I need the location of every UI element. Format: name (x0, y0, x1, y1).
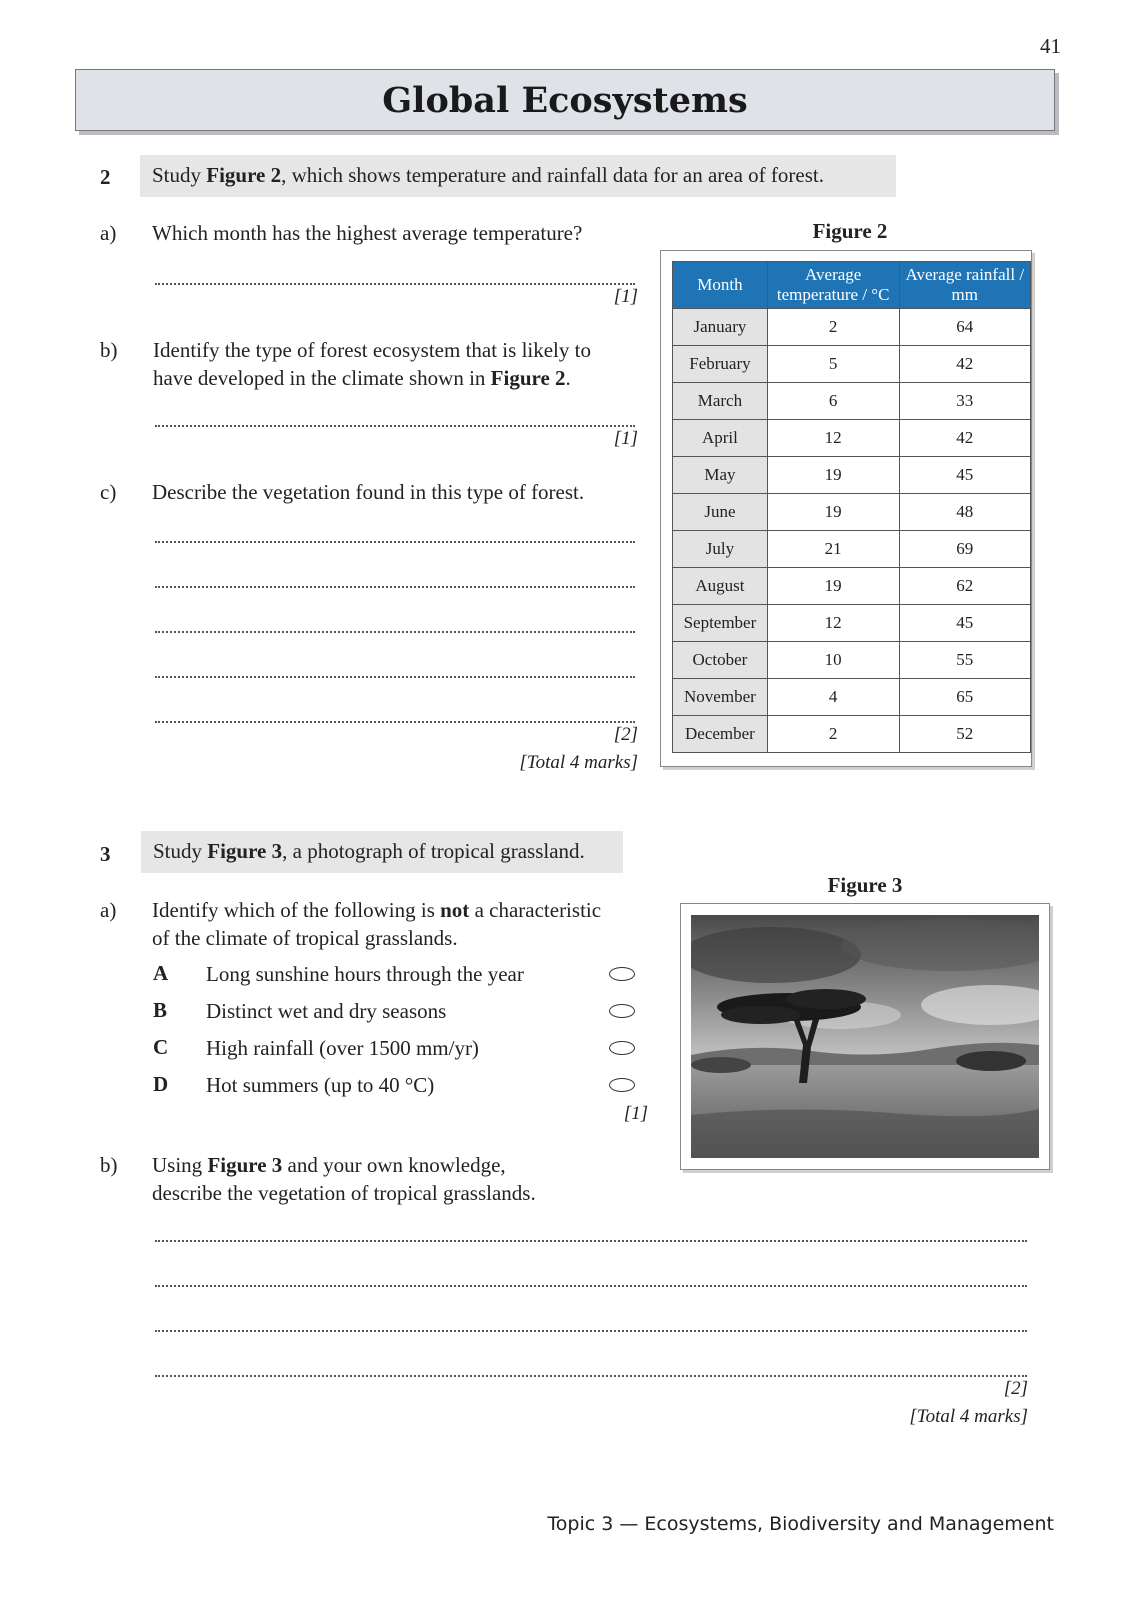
q3b-text: Using Figure 3 and your own knowledge, describe the vegetation of tropical grasslands. (152, 1153, 536, 1205)
month-cell: June (673, 494, 768, 531)
temperature-cell: 2 (767, 716, 899, 753)
q3a-marks: [1] (623, 1103, 648, 1124)
q2c-label: c) (100, 480, 117, 504)
title-banner (75, 69, 1055, 131)
column-header: Average temperature / °C (767, 262, 899, 309)
q2a-marks: [1] (613, 286, 638, 307)
option-c-text: High rainfall (over 1500 mm/yr) (206, 1036, 479, 1060)
month-cell: January (673, 309, 768, 346)
table-row (673, 568, 1031, 605)
q2b-marks: [1] (613, 428, 638, 449)
month-cell: November (673, 679, 768, 716)
rainfall-cell: 55 (899, 642, 1031, 679)
temperature-cell: 5 (767, 346, 899, 383)
rainfall-cell: 42 (899, 420, 1031, 457)
month-cell: October (673, 642, 768, 679)
page-footer: Topic 3 — Ecosystems, Biodiversity and Management (547, 1513, 1054, 1535)
rainfall-cell: 33 (899, 383, 1031, 420)
table-row (673, 716, 1031, 753)
option-c-radio[interactable] (609, 1041, 635, 1055)
question-3-prompt: Study Figure 3, a photograph of tropical grassland. (141, 831, 623, 873)
q2b-answer-line[interactable] (155, 425, 635, 427)
q2c-marks: [2] (613, 724, 638, 745)
temperature-cell: 19 (767, 494, 899, 531)
table-row (673, 383, 1031, 420)
question-2-prompt: Study Figure 2, which shows temperature and rainfall data for an area of forest. (140, 155, 896, 197)
table-row (673, 679, 1031, 716)
rainfall-cell: 65 (899, 679, 1031, 716)
temperature-cell: 21 (767, 531, 899, 568)
temperature-cell: 12 (767, 605, 899, 642)
table-row (673, 531, 1031, 568)
table-row (673, 494, 1031, 531)
rainfall-cell: 48 (899, 494, 1031, 531)
temperature-cell: 10 (767, 642, 899, 679)
q2a-text: Which month has the highest average temperature? (152, 221, 583, 245)
month-cell: September (673, 605, 768, 642)
month-cell: February (673, 346, 768, 383)
q2c-answer-line[interactable] (155, 631, 635, 633)
table-row (673, 420, 1031, 457)
option-d-text: Hot summers (up to 40 °C) (206, 1073, 435, 1097)
table-row (673, 642, 1031, 679)
page-number: 41 (1040, 34, 1061, 58)
q3a-text: Identify which of the following is not a characteristic of the climate of tropical grasslands. (152, 898, 602, 950)
q3b-answer-line[interactable] (155, 1285, 1027, 1287)
option-c-letter: C (153, 1035, 169, 1059)
rainfall-cell: 64 (899, 309, 1031, 346)
q3b-answer-line[interactable] (155, 1330, 1027, 1332)
temperature-cell: 4 (767, 679, 899, 716)
column-header: Month (673, 262, 768, 309)
option-b-text: Distinct wet and dry seasons (206, 999, 447, 1023)
month-cell: July (673, 531, 768, 568)
savanna-photo (691, 915, 1039, 1158)
table-row (673, 457, 1031, 494)
option-a-letter: A (153, 961, 169, 985)
table-row (673, 309, 1031, 346)
month-cell: December (673, 716, 768, 753)
q2b-label: b) (100, 338, 118, 362)
temperature-cell: 6 (767, 383, 899, 420)
q2c-text: Describe the vegetation found in this type of forest. (152, 480, 585, 504)
q2b-text: Identify the type of forest ecosystem that is likely to have developed in the climate shown in Figure 2. (153, 338, 591, 390)
climate-data-table (672, 261, 1031, 753)
option-b-letter: B (153, 998, 168, 1022)
rainfall-cell: 42 (899, 346, 1031, 383)
question-3-number: 3 (100, 842, 111, 866)
month-cell: August (673, 568, 768, 605)
rainfall-cell: 45 (899, 457, 1031, 494)
q2-total-marks: [Total 4 marks] (519, 752, 638, 773)
q3a-label: a) (100, 898, 117, 922)
figure-2-table-frame (660, 250, 1032, 767)
option-b-radio[interactable] (609, 1004, 635, 1018)
figure-3-title: Figure 3 (827, 873, 903, 897)
q3b-label: b) (100, 1153, 118, 1177)
q2a-label: a) (100, 221, 117, 245)
q3b-marks: [2] (1003, 1378, 1028, 1399)
option-a-radio[interactable] (609, 967, 635, 981)
rainfall-cell: 69 (899, 531, 1031, 568)
page-title: Global Ecosystems (382, 79, 748, 121)
option-a-text: Long sunshine hours through the year (206, 962, 524, 986)
q2a-answer-line[interactable] (155, 283, 635, 285)
q3b-answer-line[interactable] (155, 1240, 1027, 1242)
month-cell: April (673, 420, 768, 457)
q2c-answer-line[interactable] (155, 586, 635, 588)
table-row (673, 346, 1031, 383)
table-row (673, 605, 1031, 642)
rainfall-cell: 52 (899, 716, 1031, 753)
q2c-answer-line[interactable] (155, 721, 635, 723)
rainfall-cell: 45 (899, 605, 1031, 642)
q3b-answer-line[interactable] (155, 1375, 1027, 1377)
q3-total-marks: [Total 4 marks] (909, 1406, 1028, 1427)
option-d-letter: D (153, 1072, 169, 1096)
rainfall-cell: 62 (899, 568, 1031, 605)
figure-2-title: Figure 2 (812, 219, 888, 243)
option-d-radio[interactable] (609, 1078, 635, 1092)
question-2-number: 2 (100, 165, 111, 189)
month-cell: March (673, 383, 768, 420)
column-header: Average rainfall / mm (899, 262, 1031, 309)
temperature-cell: 19 (767, 568, 899, 605)
temperature-cell: 12 (767, 420, 899, 457)
table-header-row (673, 262, 1031, 309)
temperature-cell: 19 (767, 457, 899, 494)
figure-3-frame (680, 903, 1050, 1170)
q2c-answer-line[interactable] (155, 676, 635, 678)
q2c-answer-line[interactable] (155, 541, 635, 543)
temperature-cell: 2 (767, 309, 899, 346)
month-cell: May (673, 457, 768, 494)
